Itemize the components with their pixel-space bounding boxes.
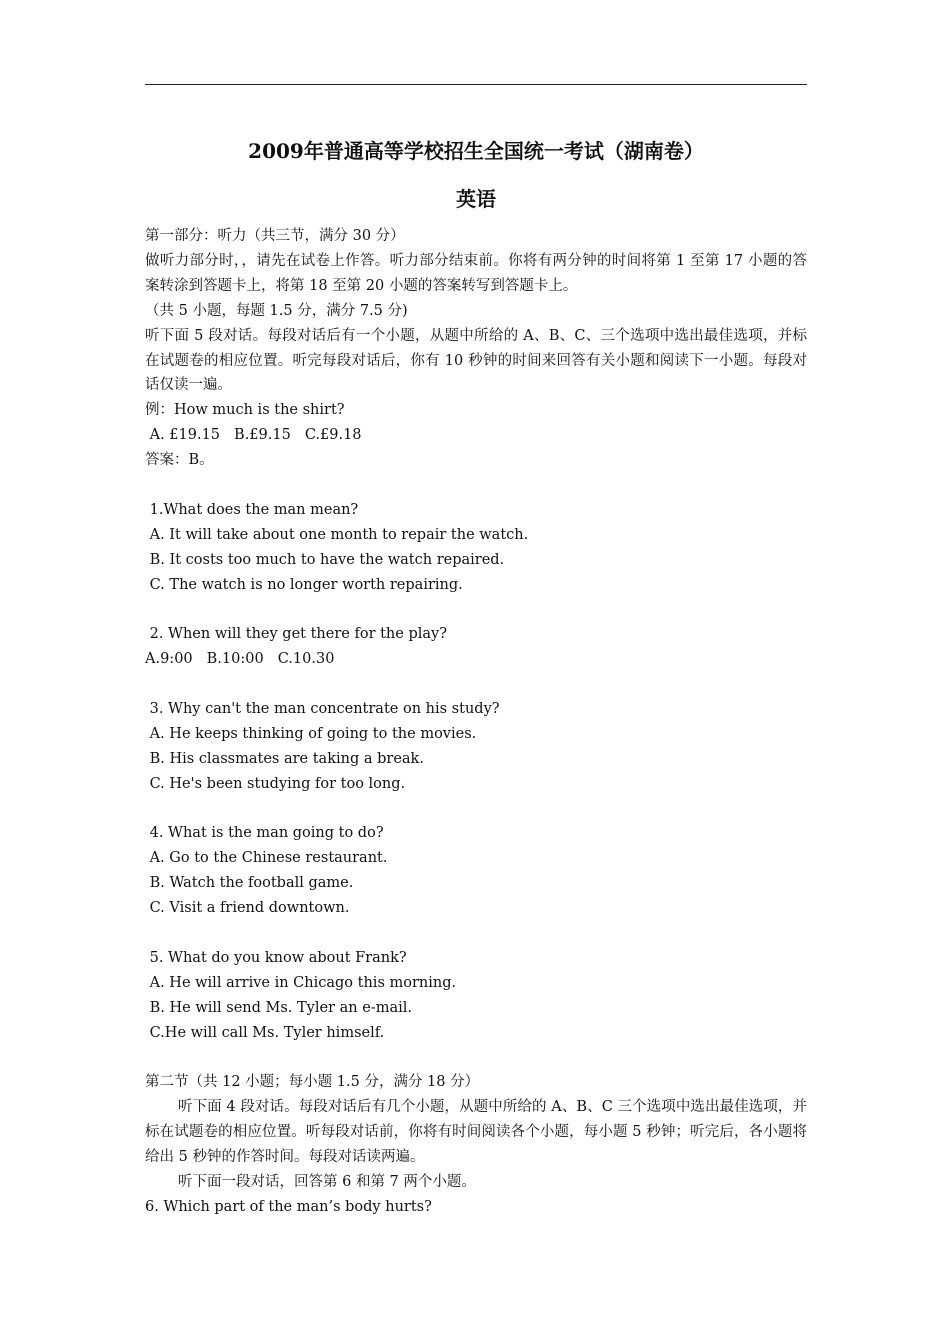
spacer: [145, 672, 807, 697]
spacer: [145, 597, 807, 622]
option-text: B. He will send Ms. Tyler an e-mail.: [149, 999, 412, 1016]
part-note: （共 5 小题，每题 1.5 分，满分 7.5 分): [145, 302, 408, 319]
question-4: [145, 821, 807, 846]
question-2: [145, 622, 807, 647]
option-text: C. Visit a friend downtown.: [149, 900, 350, 917]
option: [145, 996, 807, 1021]
option-text: A. Go to the Chinese restaurant.: [149, 850, 388, 867]
example-option: B.£9.15: [234, 427, 291, 444]
option: [145, 548, 807, 573]
subject-title: 英语: [456, 187, 496, 211]
question-5: [145, 946, 807, 971]
option-text: B.10:00: [206, 651, 264, 668]
option-text: A. It will take about one month to repair the watch.: [149, 526, 529, 543]
spacer: [145, 1045, 807, 1070]
question-text: 3. Why can't the man concentrate on his study?: [149, 701, 500, 717]
option: [145, 1021, 807, 1046]
option-text: A. He will arrive in Chicago this morning.: [149, 974, 457, 991]
option: [145, 747, 807, 772]
option-text: B. It costs too much to have the watch repaired.: [149, 551, 505, 568]
option-text: C.10.30: [277, 651, 335, 668]
question-6: 6. Which part of the man’s body hurts?: [145, 1198, 432, 1215]
option-text: B. Watch the football game.: [149, 875, 354, 892]
option: [145, 772, 807, 797]
section1-part1-instruction: 听下面 5 段对话。每段对话后有一个小题，从题中所给的 A、B、C、三个选项中选出最佳选项，并标在试题卷的相应位置。听完每段对话后，你有 10 秒钟的时间来回答有关小题和阅读下一小题。每段对话仅读一遍。: [145, 327, 807, 394]
example-option: A. £19.15: [149, 427, 221, 444]
question-1: [145, 498, 807, 523]
example-question: 例：How much is the shirt?: [145, 402, 345, 419]
exam-body: [145, 224, 807, 1220]
section2-heading: 第二节（共 12 小题；每小题 1.5 分，满分 18 分）: [145, 1074, 480, 1091]
spacer: [145, 921, 807, 946]
section2-sub-instruction: 听下面一段对话，回答第 6 和第 7 两个小题。: [178, 1173, 476, 1190]
option-text: C. The watch is no longer worth repairing.: [149, 576, 463, 593]
option: [145, 523, 807, 548]
option: [145, 722, 807, 747]
option: [145, 871, 807, 896]
option: [145, 846, 807, 871]
spacer: [145, 797, 807, 822]
question-text: 5. What do you know about Frank?: [149, 949, 407, 966]
option-text: C. He's been studying for too long.: [149, 775, 406, 792]
option-text: A.9:00: [145, 651, 193, 668]
inline-options: [145, 647, 807, 672]
option-text: A. He keeps thinking of going to the movies.: [149, 725, 477, 742]
option: [145, 971, 807, 996]
question-text: 4. What is the man going to do?: [149, 825, 384, 842]
exam-title: 2009年普通高等学校招生全国统一考试（湖南卷）: [248, 139, 704, 163]
option-text: B. His classmates are taking a break.: [149, 750, 424, 767]
option: [145, 573, 807, 598]
question-3: [145, 697, 807, 722]
example-option: C.£9.18: [304, 427, 362, 444]
question-text: 1.What does the man mean?: [149, 501, 359, 518]
section2-instruction: 听下面 4 段对话。每段对话后有几个小题，从题中所给的 A、B、C 三个选项中选出最佳选项，并标在试题卷的相应位置。听每段对话前，你将有时间阅读各个小题，每小题 5 秒钟；听完后，各小题将给出 5 秒钟的作答时间。每段对话读两遍。: [145, 1099, 807, 1166]
header-rule: [145, 84, 807, 85]
section1-instruction: 做听力部分时，，请先在试卷上作答。听力部分结束前。你将有两分钟的时间将第 1 至第 17 小题的答案转涂到答题卡上，将第 18 至第 20 小题的答案转写到答题卡上。: [145, 252, 807, 294]
option-text: C.He will call Ms. Tyler himself.: [149, 1024, 385, 1041]
section1-heading: 第一部分：听力（共三节，满分 30 分）: [145, 228, 405, 244]
example-answer: 答案：B。: [145, 452, 214, 469]
example-options: [145, 423, 807, 448]
spacer: [145, 473, 807, 498]
option: [145, 896, 807, 921]
question-text: 2. When will they get there for the play?: [149, 626, 447, 643]
